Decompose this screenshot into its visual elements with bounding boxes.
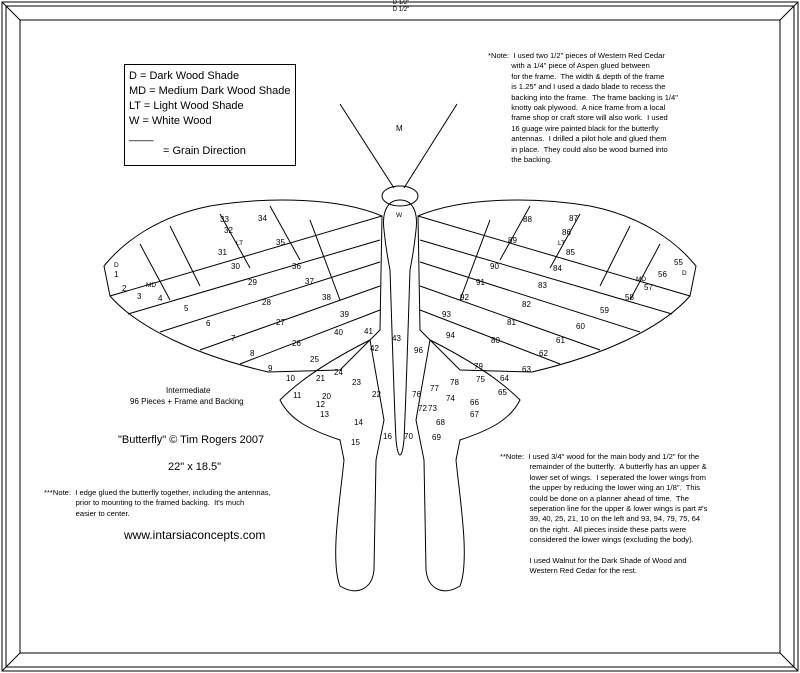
frame-miter-tr <box>780 2 798 20</box>
part-74: 74 <box>446 394 455 403</box>
part-94: 94 <box>446 331 455 340</box>
note-wood-thickness: **Note: I used 3/4" wood for the main body and 1/2" for the remainder of the butterfly. A butterfly has an upper & lower set of wings. I seperated the lower wings from the upper by reducing the lower wing an 1/8". This could be done on a planner ahead of time. The seperation line for the upper & lower wings is part #'s 39, 40, 25, 21, 10 on the left and 93, 94, 79, 75, 64 on the right. All pieces inside these parts were considered the lower wings (excluding the body). I used Walnut for the Dark Shade of Wood and Western Red Cedar for the rest. <box>500 452 708 576</box>
part-60: 60 <box>576 322 585 331</box>
shade-tag: D <box>114 262 119 269</box>
shade-tag: D <box>682 270 687 277</box>
antenna-left <box>340 104 394 188</box>
pattern-size: 22" x 18.5" <box>168 461 222 473</box>
part-4: 4 <box>158 294 163 303</box>
part-36: 36 <box>292 262 301 271</box>
part-78: 78 <box>450 378 459 387</box>
part-76: 76 <box>412 390 421 399</box>
part-70: 70 <box>404 432 413 441</box>
head <box>382 186 418 206</box>
part-16: 16 <box>383 432 392 441</box>
part-29: 29 <box>248 278 257 287</box>
part-56: 56 <box>658 270 667 279</box>
part-27: 27 <box>276 318 285 327</box>
part-72: 72 <box>418 404 427 413</box>
part-59: 59 <box>600 306 609 315</box>
part-89: 89 <box>508 236 517 245</box>
part-1: 1 <box>114 270 119 279</box>
part-20: 20 <box>322 392 331 401</box>
legend-light: LT = Light Wood Shade <box>129 100 244 112</box>
frame-miter-br <box>780 653 798 671</box>
note-edge-glue: ***Note: I edge glued the butterfly together, including the antennas, prior to mounting to the framed backing. It's much easier to center. <box>44 488 271 518</box>
part-83: 83 <box>538 281 547 290</box>
part-75: 75 <box>476 375 485 384</box>
part-13: 13 <box>320 410 329 419</box>
part-41: 41 <box>364 327 373 336</box>
part-66: 66 <box>470 398 479 407</box>
part-64: 64 <box>500 374 509 383</box>
part-5: 5 <box>184 304 189 313</box>
part-80: 80 <box>491 336 500 345</box>
part-86: 86 <box>562 228 571 237</box>
legend-medium-dark: MD = Medium Dark Wood Shade <box>129 85 291 97</box>
top-dim-2: D 1/2" <box>392 7 410 13</box>
part-30: 30 <box>231 262 240 271</box>
antenna-right <box>404 104 457 188</box>
part-63: 63 <box>522 365 531 374</box>
part-84: 84 <box>553 264 562 273</box>
part-88: 88 <box>523 215 532 224</box>
part-69: 69 <box>432 433 441 442</box>
top-dim-1: D 1/2" <box>392 0 410 6</box>
legend-box <box>124 64 296 166</box>
part-62: 62 <box>539 349 548 358</box>
frame-miter-tl <box>2 2 20 20</box>
antenna-label: M <box>396 124 403 133</box>
part-23: 23 <box>352 378 361 387</box>
part-2: 2 <box>122 284 127 293</box>
part-61: 61 <box>556 336 565 345</box>
part-91: 91 <box>476 278 485 287</box>
part-90: 90 <box>490 262 499 271</box>
website-link[interactable]: www.intarsiaconcepts.com <box>124 528 266 542</box>
part-96: 96 <box>414 346 423 355</box>
part-82: 82 <box>522 300 531 309</box>
part-37: 37 <box>305 277 314 286</box>
part-79: 79 <box>474 362 483 371</box>
part-65: 65 <box>498 388 507 397</box>
part-32: 32 <box>224 226 233 235</box>
part-12: 12 <box>316 400 325 409</box>
part-57: 57 <box>644 283 653 292</box>
part-77: 77 <box>430 384 439 393</box>
legend-line: ____ <box>129 130 154 142</box>
part-28: 28 <box>262 298 271 307</box>
part-26: 26 <box>292 339 301 348</box>
part-10: 10 <box>286 374 295 383</box>
part-43: 43 <box>392 334 401 343</box>
part-9: 9 <box>268 364 273 373</box>
shade-tag: MD <box>146 282 157 289</box>
part-73: 73 <box>428 404 437 413</box>
part-3: 3 <box>137 292 142 301</box>
part-85: 85 <box>566 248 575 257</box>
part-31: 31 <box>218 248 227 257</box>
part-38: 38 <box>322 293 331 302</box>
legend-grain: = Grain Direction <box>163 145 246 157</box>
part-55: 55 <box>674 258 683 267</box>
part-15: 15 <box>351 438 360 447</box>
part-42: 42 <box>370 344 379 353</box>
legend-dark: D = Dark Wood Shade <box>129 70 240 82</box>
body <box>384 200 417 455</box>
part-6: 6 <box>206 319 211 328</box>
part-68: 68 <box>436 418 445 427</box>
frame-miter-bl <box>2 653 20 671</box>
part-34: 34 <box>258 214 267 223</box>
part-40: 40 <box>334 328 343 337</box>
top-dimension <box>392 0 410 14</box>
part-21: 21 <box>316 374 325 383</box>
part-93: 93 <box>442 310 451 319</box>
part-35: 35 <box>276 238 285 247</box>
part-67: 67 <box>470 410 479 419</box>
part-39: 39 <box>340 310 349 319</box>
shade-tag: LT <box>236 240 244 247</box>
legend-white: W = White Wood <box>129 115 212 127</box>
part-87: 87 <box>569 214 578 223</box>
part-81: 81 <box>507 318 516 327</box>
piece-count: 96 Pieces + Frame and Backing <box>130 397 244 406</box>
part-25: 25 <box>310 355 319 364</box>
left-lower-wing <box>280 340 384 591</box>
shade-tag: MD <box>636 276 647 283</box>
part-24: 24 <box>334 368 343 377</box>
shade-tag: W <box>396 212 403 219</box>
part-11: 11 <box>293 391 302 400</box>
pattern-title: "Butterfly" © Tim Rogers 2007 <box>118 434 265 446</box>
part-58: 58 <box>625 293 634 302</box>
part-33: 33 <box>220 215 229 224</box>
shade-tag: LT <box>558 240 566 247</box>
part-8: 8 <box>250 349 255 358</box>
difficulty-label: Intermediate <box>166 386 211 395</box>
part-14: 14 <box>354 418 363 427</box>
part-92: 92 <box>460 293 469 302</box>
part-22: 22 <box>372 390 381 399</box>
part-7: 7 <box>231 334 236 343</box>
note-frame: *Note: I used two 1/2" pieces of Western Red Cedar with a 1/4" piece of Aspen glued between for the frame. The width & depth of the frame is 1.25" and I used a dado blade to recess the backing into the frame. The frame backing is 1/4" knotty oak plywood. A nice frame from a local frame shop or craft store will also work. I used 16 guage wire painted black for the butterfly antennas. I drilled a pilot hole and glued them in place. They could also be wood burned into the backing. <box>488 51 678 165</box>
